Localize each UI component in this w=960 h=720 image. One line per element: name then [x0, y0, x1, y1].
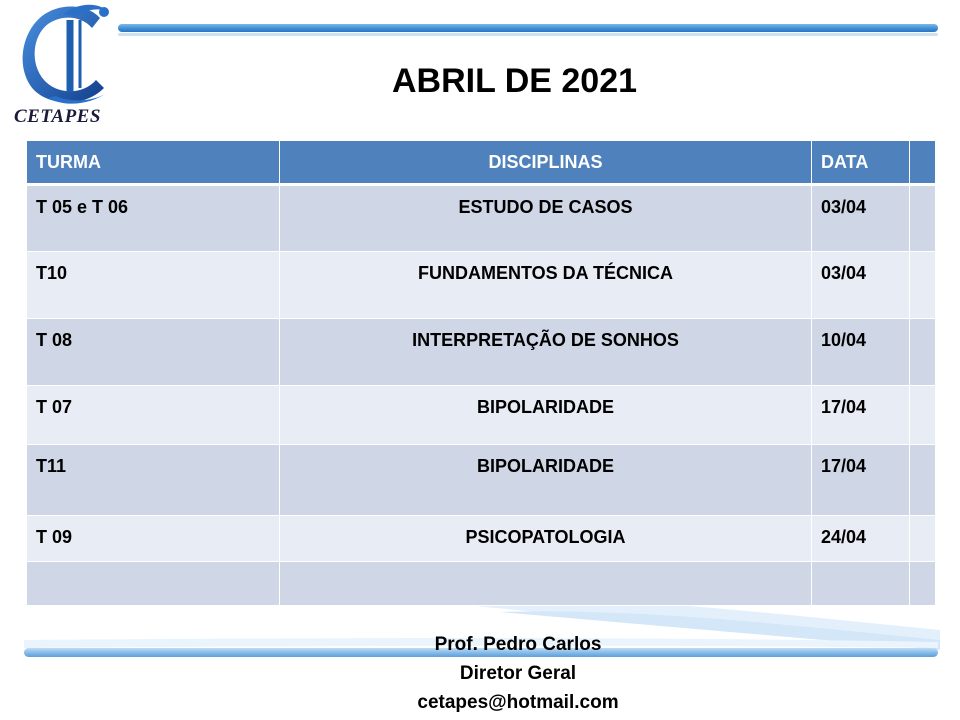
table-row [27, 386, 936, 445]
cell-disciplina: BIPOLARIDADE [280, 386, 812, 445]
cell-data: 24/04 [812, 516, 910, 562]
cell-disciplina [280, 562, 812, 606]
header-extra [910, 141, 936, 185]
cell-turma [27, 562, 280, 606]
table-row [27, 185, 936, 252]
cell-disciplina: PSICOPATOLOGIA [280, 516, 812, 562]
table-row [27, 445, 936, 516]
cell-turma: T 07 [27, 386, 280, 445]
page-title: ABRIL DE 2021 [392, 62, 638, 100]
top-decorative-stripe [118, 24, 938, 32]
cell-data: 10/04 [812, 319, 910, 386]
top-decorative-stripe-highlight [118, 33, 938, 36]
table-row [27, 319, 936, 386]
cell-turma: T10 [27, 252, 280, 319]
table-row [27, 252, 936, 319]
cell-data [812, 562, 910, 606]
cell-data: 17/04 [812, 386, 910, 445]
cell-extra [910, 445, 936, 516]
cell-data: 03/04 [812, 252, 910, 319]
header-turma: TURMA [27, 141, 280, 185]
schedule-table [26, 140, 936, 606]
cell-turma: T 09 [27, 516, 280, 562]
footer-signature [380, 630, 656, 717]
cell-extra [910, 562, 936, 606]
footer-email: cetapes@hotmail.com [417, 692, 619, 713]
cell-disciplina: ESTUDO DE CASOS [280, 185, 812, 252]
cell-extra [910, 185, 936, 252]
cell-disciplina: BIPOLARIDADE [280, 445, 812, 516]
cell-turma: T 08 [27, 319, 280, 386]
cell-disciplina: INTERPRETAÇÃO DE SONHOS [280, 319, 812, 386]
cell-data: 03/04 [812, 185, 910, 252]
footer-name: Prof. Pedro Carlos [434, 634, 602, 655]
cell-extra [910, 252, 936, 319]
header-disciplinas: DISCIPLINAS [280, 141, 812, 185]
cell-extra [910, 386, 936, 445]
cell-data: 17/04 [812, 445, 910, 516]
logo-c-emblem-icon [8, 0, 118, 110]
header-data: DATA [812, 141, 910, 185]
footer-role: Diretor Geral [459, 663, 577, 684]
cell-turma: T11 [27, 445, 280, 516]
cell-extra [910, 516, 936, 562]
table-row [27, 516, 936, 562]
cell-extra [910, 319, 936, 386]
table-header-row [27, 141, 936, 185]
cell-disciplina: FUNDAMENTOS DA TÉCNICA [280, 252, 812, 319]
cell-turma: T 05 e T 06 [27, 185, 280, 252]
table-row [27, 562, 936, 606]
logo-text: CETAPES [14, 106, 101, 127]
